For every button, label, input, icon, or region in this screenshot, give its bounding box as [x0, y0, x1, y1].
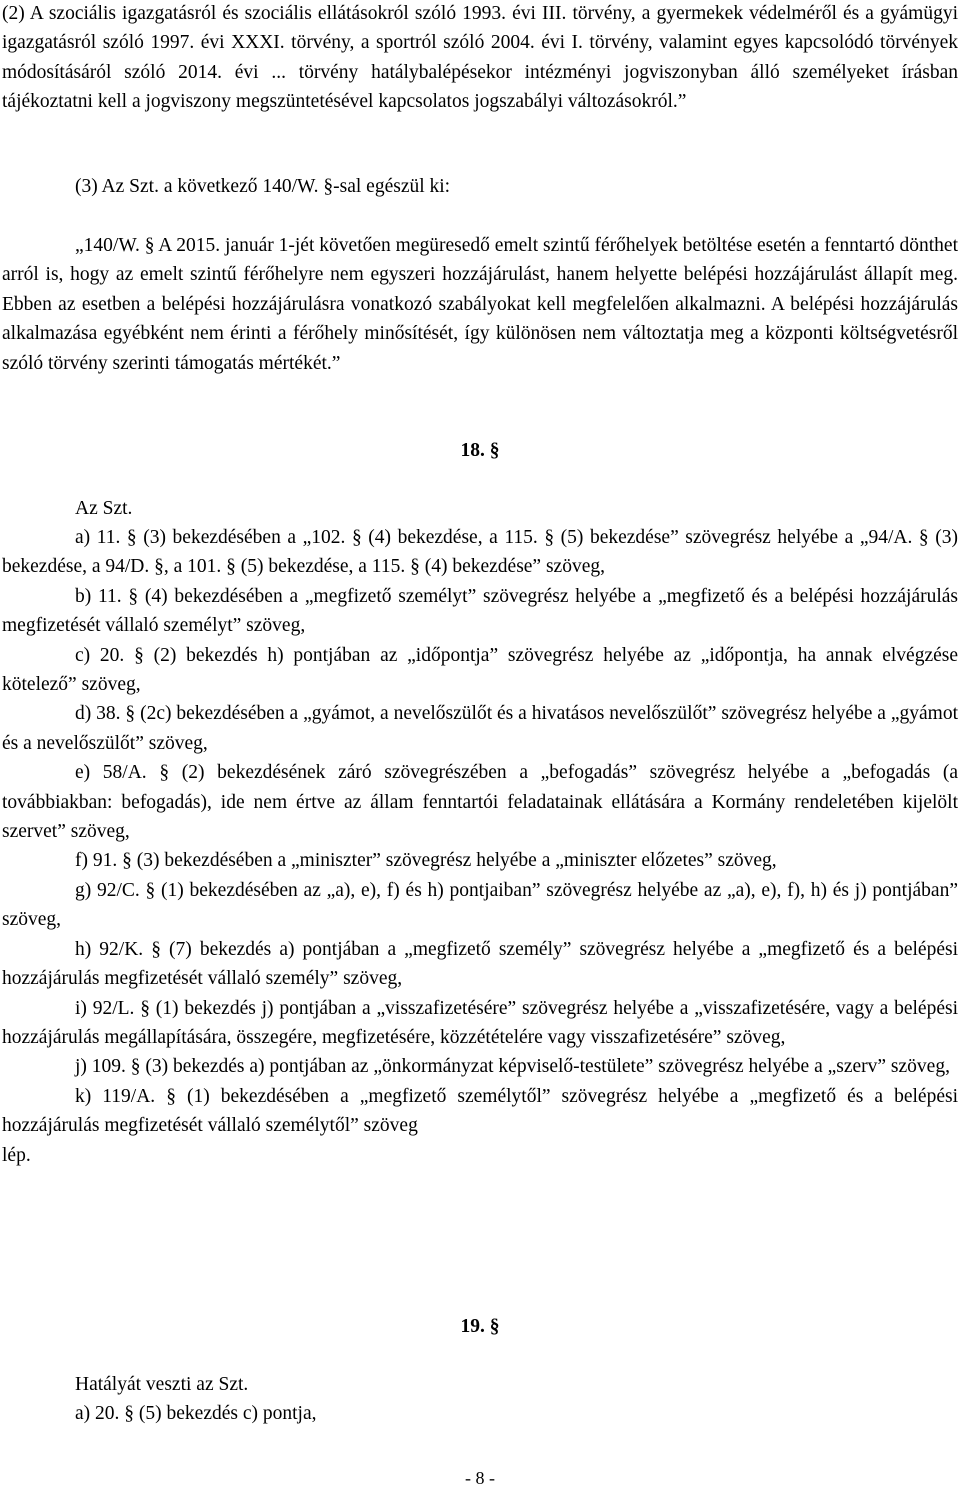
list-item: b) 11. § (4) bekezdésében a „megfizető személyt” szövegrész helyébe a „megfizető és a belépési hozzájárulás megfizetését vállaló személyt” szöveg, [2, 585, 958, 637]
list-item: c) 20. § (2) bekezdés h) pontjában az „időpontja” szövegrész helyébe az „időpontja, ha annak elvégzése kötelező” szöveg, [2, 644, 958, 696]
list-item: g) 92/C. § (1) bekezdésében az „a), e), f) és h) pontjaiban” szövegrész helyébe az „a), e), f), h) és j) pontjában” szöveg, [2, 879, 958, 931]
list-item: e) 58/A. § (2) bekezdésének záró szövegrészében a „befogadás” szövegrész helyébe a „befogadás (a továbbiakban: befogadás), ide nem értve az állam fenntartói feladatainak ellátására a Kormány rendeletében kijelölt szervet” szöveg, [2, 762, 958, 843]
list-item: h) 92/K. § (7) bekezdés a) pontjában a „megfizető személy” szövegrész helyébe a „megfizető és a belépési hozzájárulás megfizetését vállaló személy” szöveg, [2, 938, 958, 990]
szt-label: Az Szt. [75, 498, 133, 519]
list-item: d) 38. § (2c) bekezdésében a „gyámot, a nevelőszülőt és a hivatásos nevelőszülőt” szövegrész helyébe a „gyámot és a nevelőszülőt” szöveg, [2, 703, 958, 754]
paragraph-3: (3) Az Szt. a következő 140/W. §-sal egészül ki: [75, 176, 451, 197]
list-item: i) 92/L. § (1) bekezdés j) pontjában a „visszafizetésére” szövegrész helyébe a „visszafizetésére, vagy a belépési hozzájárulás megállapítására, összegére, megfizetésére, közzétételére vagy visszafizetésére” szöveg, [2, 997, 958, 1048]
list-item: a) 11. § (3) bekezdésében a „102. § (4) bekezdése, a 115. § (5) bekezdése” szövegrész helyébe a „94/A. § (3) bekezdése, a 94/D. §, a 101. § (5) bekezdése, a 115. § (4) bekezdése” szöveg, [2, 527, 958, 578]
closing-text: lép. [2, 1144, 31, 1166]
hatalyat-label: Hatályát veszti az Szt. [75, 1374, 249, 1395]
paragraph-intro: (2) A szociális igazgatásról és szociális ellátásokról szóló 1993. évi III. törvény, a gyermekek védelméről és a gyámügyi igazgatásról szóló 1997. évi XXXI. törvény, a sportról szóló 2004. évi I. törvény, valamint egyes kapcsolódó törvények módosításáról szóló 2014. évi ... törvény hatálybalépésekor intézményi jogviszonyban álló személyeket írásban tájékoztatni kell a jogviszony megszüntetésével kapcsolatos jogszabályi változásokról.” [2, 3, 958, 113]
paragraph-140w: „140/W. § A 2015. január 1-jét követően megüresedő emelt szintű férőhelyek betöltése esetén a fenntartó dönthet arról is, hogy az emelt szintű férőhelyre nem egyszeri hozzájárulást, hanem helyette belépési hozzájárulást állapít meg. Ebben az esetben a belépési hozzájárulásra vonatkozó szabályokat kell megfelelően alkalmazni. A belépési hozzájárulás alkalmazása egyébként nem érinti a férőhely minősítését, így különösen nem változtatja meg a központi költségvetésről szóló törvény szerinti támogatás mértékét.” [2, 235, 958, 374]
list-item: f) 91. § (3) bekezdésében a „miniszter” szövegrész helyébe a „miniszter előzetes” szöveg, [75, 850, 777, 872]
list-item: k) 119/A. § (1) bekezdésében a „megfizető személytől” szövegrész helyébe a „megfizető és a belépési hozzájárulás megfizetését vállaló személytől” szöveg [2, 1085, 958, 1137]
section-18-heading: 18. § [460, 440, 500, 461]
section-19-item-a: a) 20. § (5) bekezdés c) pontja, [75, 1403, 317, 1424]
page-number: - 8 - [465, 1468, 495, 1488]
amendment-list [2, 523, 958, 1170]
section-19-heading: 19. § [460, 1316, 500, 1337]
list-item: j) 109. § (3) bekezdés a) pontjában az „önkormányzat képviselő-testülete” szövegrész helyébe a „szerv” szöveg, [75, 1056, 950, 1078]
